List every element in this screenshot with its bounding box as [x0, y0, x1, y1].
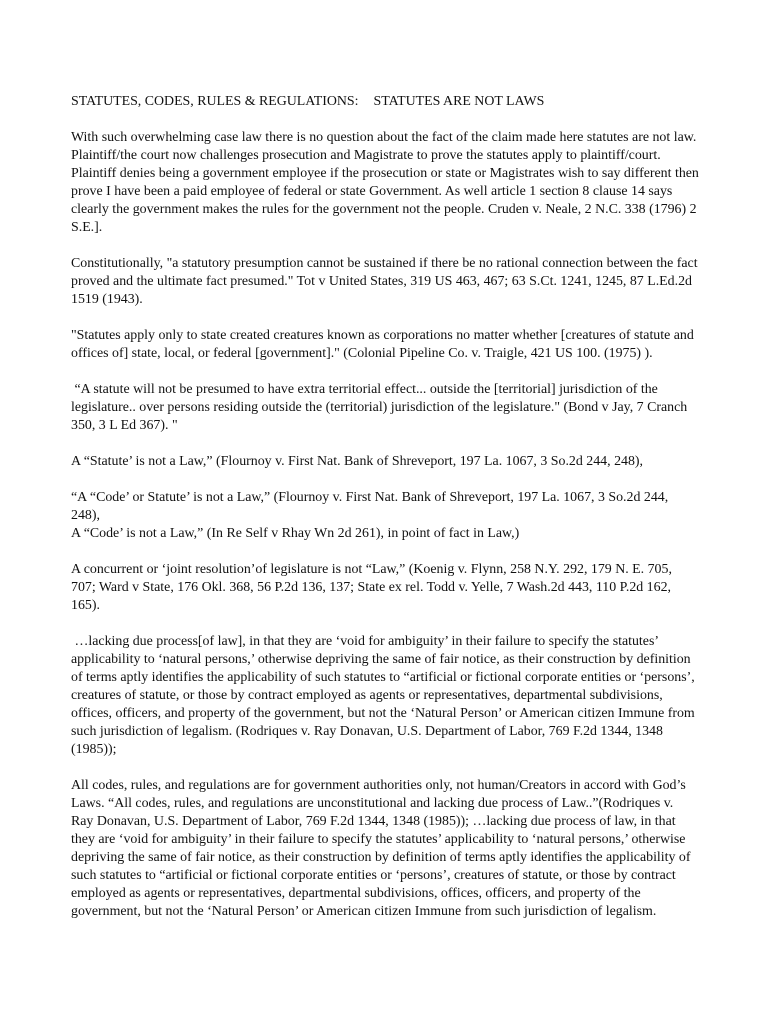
document-body — [71, 93, 703, 939]
heading-left: STATUTES, CODES, RULES & REGULATIONS: — [71, 94, 359, 109]
heading-right: STATUTES ARE NOT LAWS — [373, 94, 545, 109]
paragraph-joint-resolution: A concurrent or ‘joint resolution’of legislature is not “Law,” (Koenig v. Flynn, 258 N.Y. 292, 179 N. E. 705, 707; Ward v State, 176 Okl. 368, 56 P.2d 136, 137; State ex rel. Todd v. Yelle, 7 Wash.2d 443, 110 P.2d 162, 165). — [71, 562, 676, 613]
paragraph-state-created-creatures: "Statutes apply only to state created creatures known as corporations no matter whether [creatures of statute and offices of] state, local, or federal [government]." (Colonial Pipeline Co. v. Traigle, 421 US 100. (1975) ). — [71, 328, 698, 361]
paragraph-statutes-not-law: With such overwhelming case law there is no question about the fact of the claim made here statutes are not law. Plaintiff/the court now challenges prosecution and Magistrate to prove the statutes apply to plaintiff/court. Plaintiff denies being a government employee if the prosecution or state or Magistrates wish to say different then prove I have been a paid employee of federal or state Government. As well article 1 section 8 clause 14 says clearly the government makes the rules for the government not the people. Cruden v. Neale, 2 N.C. 338 (1796) 2 S.E.]. — [71, 130, 703, 235]
document-heading — [71, 93, 699, 111]
paragraph-statute-not-law: A “Statute’ is not a Law,” (Flournoy v. First Nat. Bank of Shreveport, 197 La. 1067, 3 So.2d 244, 248), — [71, 454, 644, 469]
paragraph-statutory-presumption: Constitutionally, "a statutory presumption cannot be sustained if there be no rational connection between the fact proved and the ultimate fact presumed." Tot v United States, 319 US 463, 467; 63 S.Ct. 1241, 1245, 87 L.Ed.2d 1519 (1943). — [71, 256, 702, 307]
paragraph-territorial-effect: “A statute will not be presumed to have extra territorial effect... outside the [territorial] jurisdiction of the legislature.. over persons residing outside the (territorial) jurisdiction of the legislature." (Bond v Jay, 7 Cranch 350, 3 L Ed 367). " — [71, 382, 691, 433]
paragraph-due-process: …lacking due process[of law], in that they are ‘void for ambiguity’ in their failure to specify the statutes’ applicability to ‘natural persons,’ otherwise depriving the same of fair notice, as their construction by definition of terms aptly identifies the applicability of such statutes to “artificial or fictional corporate entities or ‘persons’, creatures of statute, or those by contract employed as agents or representatives, departmental subdivisions, offices, officers, and property of the government, but not the ‘Natural Person’ or American citizen Immune from such jurisdiction of legalism. (Rodriques v. Ray Donavan, U.S. Department of Labor, 769 F.2d 1344, 1348 (1985)); — [71, 634, 699, 757]
paragraph-codes-rules-regulations: All codes, rules, and regulations are for government authorities only, not human/Creators in accord with God’s Laws. “All codes, rules, and regulations are unconstitutional and lacking due process of Law..”(Rodriques v. Ray Donavan, U.S. Department of Labor, 769 F.2d 1344, 1348 (1985)); …lacking due process of law, in that they are ‘void for ambiguity’ in their failure to specify the statutes’ applicability to ‘natural persons,’ otherwise depriving the same of fair notice, as their construction by definition of terms aptly identifies the applicability of such statutes to “artificial or fictional corporate entities or ‘persons’, creatures of statute, or those by contract employed as agents or representatives, departmental subdivisions, offices, officers, and property of the government, but not the ‘Natural Person’ or American citizen Immune from such jurisdiction of legalism. — [71, 778, 694, 919]
paragraph-code-or-statute: “A “Code’ or Statute’ is not a Law,” (Flournoy v. First Nat. Bank of Shreveport, 197 La. 1067, 3 So.2d 244, 248), — [71, 490, 672, 523]
paragraph-code-not-law: A “Code’ is not a Law,” (In Re Self v Rhay Wn 2d 261), in point of fact in Law,) — [71, 526, 520, 541]
